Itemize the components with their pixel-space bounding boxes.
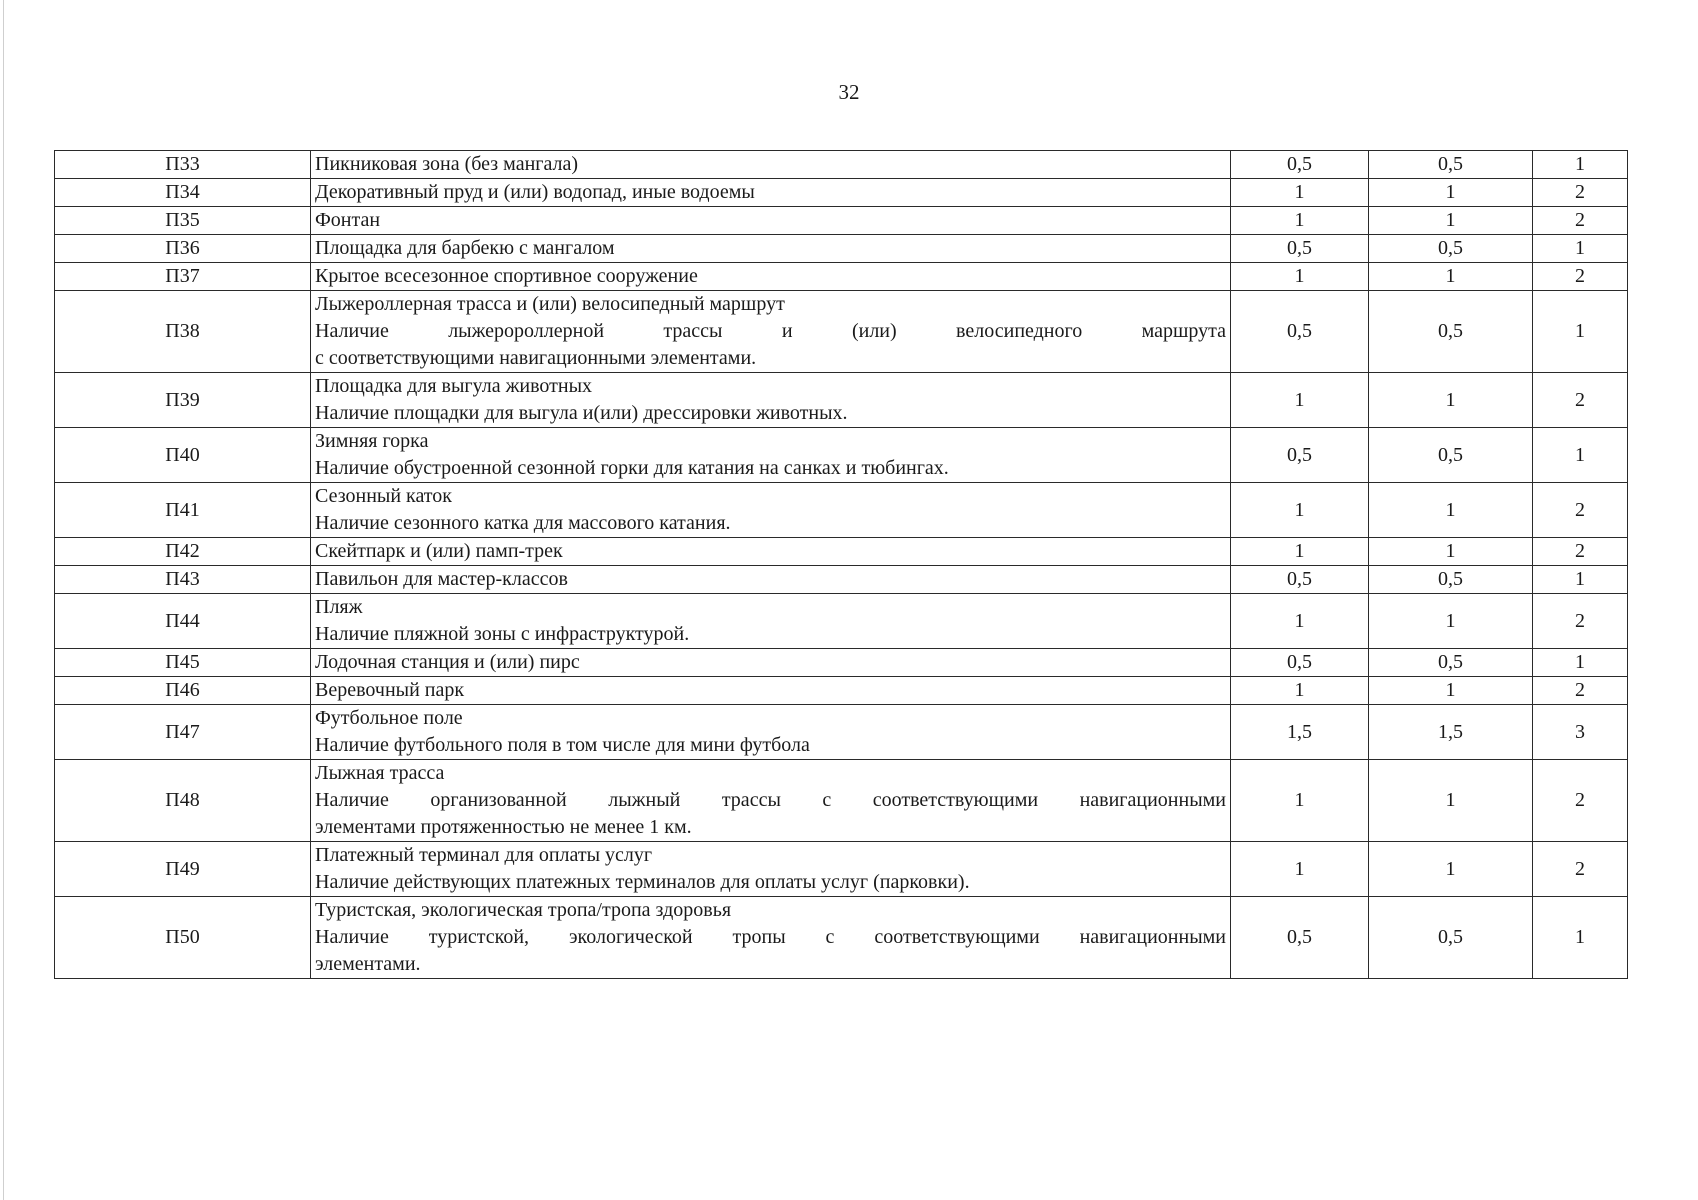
score-value-1: 1 xyxy=(1231,373,1369,428)
score-value-2: 1 xyxy=(1369,179,1533,207)
criterion-title: Пляж xyxy=(315,596,363,618)
score-value-3: 2 xyxy=(1533,483,1628,538)
score-value-1: 1 xyxy=(1231,760,1369,842)
criterion-title: Зимняя горка xyxy=(315,430,429,452)
table-row xyxy=(55,677,1628,705)
criterion-title: Веревочный парк xyxy=(315,679,465,701)
score-value-3: 1 xyxy=(1533,566,1628,594)
page-number: 32 xyxy=(838,80,860,104)
criterion-description xyxy=(311,428,1231,483)
criterion-detail: элементами. xyxy=(315,953,421,975)
criterion-title: Павильон для мастер-классов xyxy=(315,568,568,590)
score-value-1: 1 xyxy=(1231,207,1369,235)
criterion-code: П36 xyxy=(55,235,311,263)
criterion-description xyxy=(311,566,1231,594)
score-value-3: 2 xyxy=(1533,677,1628,705)
criterion-title: Лодочная станция и (или) пирс xyxy=(315,651,580,673)
criterion-detail: Наличие обустроенной сезонной горки для катания на санках и тюбингах. xyxy=(315,457,949,479)
criterion-description xyxy=(311,263,1231,291)
criterion-detail: Наличие сезонного катка для массового катания. xyxy=(315,512,731,534)
criterion-detail: Наличие организованной лыжный трассы с соответствующими навигационными xyxy=(315,789,1226,811)
score-value-2: 0,5 xyxy=(1369,151,1533,179)
score-value-1: 1 xyxy=(1231,677,1369,705)
criterion-title: Фонтан xyxy=(315,209,381,231)
table-row xyxy=(55,760,1628,842)
table-row xyxy=(55,235,1628,263)
criterion-title: Пикниковая зона (без мангала) xyxy=(315,153,579,175)
score-value-2: 1 xyxy=(1369,263,1533,291)
criterion-title: Площадка для выгула животных xyxy=(315,375,593,397)
score-value-1: 1 xyxy=(1231,594,1369,649)
scan-edge-line xyxy=(3,0,4,1200)
table-row xyxy=(55,483,1628,538)
criterion-code: П34 xyxy=(55,179,311,207)
criterion-code: П41 xyxy=(55,483,311,538)
criterion-description xyxy=(311,649,1231,677)
score-value-1: 0,5 xyxy=(1231,566,1369,594)
score-value-1: 0,5 xyxy=(1231,235,1369,263)
criterion-title: Туристская, экологическая тропа/тропа здоровья xyxy=(315,899,732,921)
score-value-2: 1 xyxy=(1369,594,1533,649)
criterion-code: П48 xyxy=(55,760,311,842)
criterion-code: П39 xyxy=(55,373,311,428)
criterion-detail: с соответствующими навигационными элементами. xyxy=(315,347,757,369)
score-value-2: 1 xyxy=(1369,538,1533,566)
score-value-2: 1 xyxy=(1369,207,1533,235)
criterion-description xyxy=(311,594,1231,649)
criterion-detail: Наличие площадки для выгула и(или) дрессировки животных. xyxy=(315,402,848,424)
criterion-title: Крытое всесезонное спортивное сооружение xyxy=(315,265,698,287)
table-row xyxy=(55,705,1628,760)
score-value-2: 0,5 xyxy=(1369,235,1533,263)
score-value-2: 0,5 xyxy=(1369,566,1533,594)
score-value-3: 2 xyxy=(1533,760,1628,842)
score-value-3: 2 xyxy=(1533,538,1628,566)
score-value-1: 1,5 xyxy=(1231,705,1369,760)
criterion-code: П40 xyxy=(55,428,311,483)
criterion-description xyxy=(311,677,1231,705)
criterion-title: Площадка для барбекю с мангалом xyxy=(315,237,615,259)
criterion-detail: Наличие туристской, экологической тропы с соответствующими навигационными xyxy=(315,926,1226,948)
score-value-1: 0,5 xyxy=(1231,151,1369,179)
score-value-1: 1 xyxy=(1231,179,1369,207)
score-value-3: 1 xyxy=(1533,151,1628,179)
criterion-detail: Наличие футбольного поля в том числе для мини футбола xyxy=(315,734,810,756)
score-value-3: 2 xyxy=(1533,842,1628,897)
score-value-1: 0,5 xyxy=(1231,897,1369,979)
criterion-code: П37 xyxy=(55,263,311,291)
score-value-2: 0,5 xyxy=(1369,428,1533,483)
criterion-title: Сезонный каток xyxy=(315,485,453,507)
table-row xyxy=(55,594,1628,649)
score-value-3: 1 xyxy=(1533,291,1628,373)
table-row xyxy=(55,151,1628,179)
criterion-title: Лыжероллерная трасса и (или) велосипедный маршрут xyxy=(315,293,785,315)
table-row xyxy=(55,291,1628,373)
score-value-2: 0,5 xyxy=(1369,897,1533,979)
score-value-3: 1 xyxy=(1533,649,1628,677)
criterion-description xyxy=(311,705,1231,760)
criterion-title: Скейтпарк и (или) памп-трек xyxy=(315,540,563,562)
table-body xyxy=(55,151,1628,979)
score-value-2: 1 xyxy=(1369,760,1533,842)
table-row xyxy=(55,842,1628,897)
score-value-1: 1 xyxy=(1231,483,1369,538)
score-value-2: 1,5 xyxy=(1369,705,1533,760)
criterion-detail: Наличие лыжеророллерной трассы и (или) велосипедного маршрута xyxy=(315,320,1226,342)
criterion-code: П38 xyxy=(55,291,311,373)
criterion-code: П42 xyxy=(55,538,311,566)
criterion-detail: Наличие действующих платежных терминалов для оплаты услуг (парковки). xyxy=(315,871,970,893)
score-value-2: 1 xyxy=(1369,483,1533,538)
table-row xyxy=(55,566,1628,594)
table-row xyxy=(55,207,1628,235)
score-value-2: 1 xyxy=(1369,842,1533,897)
table-row xyxy=(55,897,1628,979)
criteria-table xyxy=(54,150,1628,979)
score-value-3: 1 xyxy=(1533,428,1628,483)
score-value-3: 1 xyxy=(1533,897,1628,979)
table-row xyxy=(55,373,1628,428)
criterion-code: П49 xyxy=(55,842,311,897)
score-value-1: 0,5 xyxy=(1231,428,1369,483)
criterion-code: П33 xyxy=(55,151,311,179)
table-row xyxy=(55,263,1628,291)
criterion-title: Платежный терминал для оплаты услуг xyxy=(315,844,653,866)
criterion-code: П44 xyxy=(55,594,311,649)
criterion-description xyxy=(311,897,1231,979)
score-value-2: 1 xyxy=(1369,373,1533,428)
table-row xyxy=(55,538,1628,566)
score-value-3: 2 xyxy=(1533,594,1628,649)
score-value-2: 0,5 xyxy=(1369,291,1533,373)
score-value-2: 1 xyxy=(1369,677,1533,705)
criterion-description xyxy=(311,373,1231,428)
score-value-3: 2 xyxy=(1533,263,1628,291)
score-value-1: 0,5 xyxy=(1231,649,1369,677)
score-value-1: 1 xyxy=(1231,538,1369,566)
criterion-code: П50 xyxy=(55,897,311,979)
criterion-description xyxy=(311,842,1231,897)
criterion-description xyxy=(311,179,1231,207)
criterion-title: Декоративный пруд и (или) водопад, иные водоемы xyxy=(315,181,755,203)
criterion-description xyxy=(311,207,1231,235)
criterion-description xyxy=(311,235,1231,263)
score-value-3: 2 xyxy=(1533,373,1628,428)
criterion-title: Футбольное поле xyxy=(315,707,463,729)
criterion-description xyxy=(311,760,1231,842)
score-value-3: 2 xyxy=(1533,179,1628,207)
score-value-3: 1 xyxy=(1533,235,1628,263)
criterion-code: П45 xyxy=(55,649,311,677)
criterion-code: П43 xyxy=(55,566,311,594)
criterion-description xyxy=(311,538,1231,566)
score-value-2: 0,5 xyxy=(1369,649,1533,677)
score-value-1: 1 xyxy=(1231,263,1369,291)
score-value-1: 1 xyxy=(1231,842,1369,897)
criterion-description xyxy=(311,291,1231,373)
criterion-code: П46 xyxy=(55,677,311,705)
criterion-detail: Наличие пляжной зоны с инфраструктурой. xyxy=(315,623,690,645)
criterion-code: П47 xyxy=(55,705,311,760)
criterion-description xyxy=(311,151,1231,179)
score-value-3: 2 xyxy=(1533,207,1628,235)
criterion-detail: элементами протяженностью не менее 1 км. xyxy=(315,816,692,838)
table-row xyxy=(55,649,1628,677)
criterion-description xyxy=(311,483,1231,538)
score-value-1: 0,5 xyxy=(1231,291,1369,373)
criterion-code: П35 xyxy=(55,207,311,235)
table-row xyxy=(55,179,1628,207)
score-value-3: 3 xyxy=(1533,705,1628,760)
criterion-title: Лыжная трасса xyxy=(315,762,445,784)
table-row xyxy=(55,428,1628,483)
